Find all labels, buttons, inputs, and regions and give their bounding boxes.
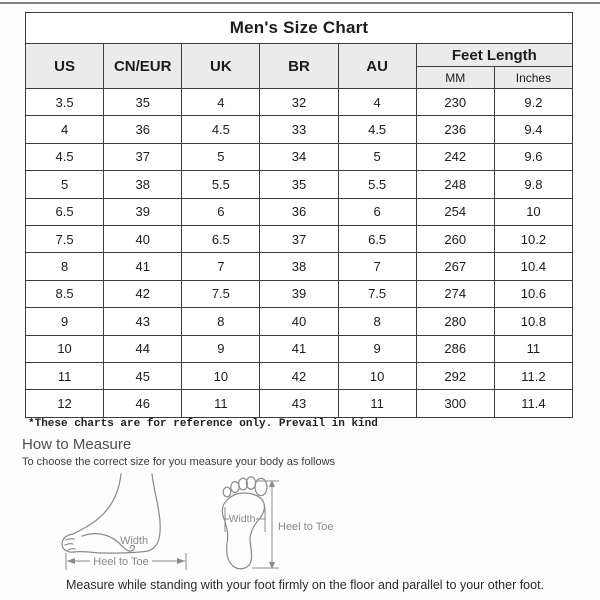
table-cell: 40: [104, 225, 182, 252]
table-cell: 38: [104, 171, 182, 198]
table-cell: 11.2: [494, 362, 572, 389]
table-row: [26, 308, 573, 335]
side-foot-length-label: Heel to Toe: [93, 556, 149, 568]
table-cell: 43: [260, 390, 338, 417]
table-cell: 32: [260, 89, 338, 116]
table-row: [26, 171, 573, 198]
table-cell: 4: [26, 116, 104, 143]
table-title: Men's Size Chart: [26, 13, 573, 44]
table-cell: 38: [260, 253, 338, 280]
table-cell: 5: [338, 143, 416, 170]
table-cell: 242: [416, 143, 494, 170]
table-cell: 6.5: [182, 225, 260, 252]
column-header-au: AU: [338, 44, 416, 89]
table-cell: 4: [182, 89, 260, 116]
table-cell: 35: [104, 89, 182, 116]
table-cell: 7.5: [338, 280, 416, 307]
table-cell: 34: [260, 143, 338, 170]
table-cell: 42: [260, 362, 338, 389]
top-divider-line: [0, 2, 600, 4]
table-row: [26, 225, 573, 252]
table-cell: 9.2: [494, 89, 572, 116]
footprint-outline: [222, 493, 264, 569]
table-row: [26, 89, 573, 116]
table-cell: 11: [338, 390, 416, 417]
foot-toe-lines: [65, 539, 75, 550]
table-cell: 7.5: [26, 225, 104, 252]
table-cell: 267: [416, 253, 494, 280]
size-table-body: [26, 89, 573, 418]
foot-back-line: [148, 474, 160, 551]
table-cell: 10.6: [494, 280, 572, 307]
table-cell: 46: [104, 390, 182, 417]
table-cell: 5.5: [338, 171, 416, 198]
table-row: [26, 198, 573, 225]
table-cell: 7.5: [182, 280, 260, 307]
measure-instruction: Measure while standing with your foot firmly on the floor and parallel to your other foot.: [66, 578, 545, 592]
table-cell: 292: [416, 362, 494, 389]
column-header-br: BR: [260, 44, 338, 89]
table-cell: 33: [260, 116, 338, 143]
table-cell: 10: [182, 362, 260, 389]
table-cell: 4.5: [338, 116, 416, 143]
table-cell: 41: [104, 253, 182, 280]
how-to-measure-subtitle: To choose the correct size for you measure your body as follows: [22, 456, 336, 468]
table-title-row: [26, 13, 573, 44]
foot-front-line: [73, 474, 121, 534]
table-row: [26, 143, 573, 170]
table-cell: 7: [338, 253, 416, 280]
table-cell: 5: [182, 143, 260, 170]
toe-small: [223, 487, 231, 497]
table-cell: 9.4: [494, 116, 572, 143]
column-header-uk: UK: [182, 44, 260, 89]
column-header-inches: Inches: [494, 67, 572, 89]
table-cell: 11: [494, 335, 572, 362]
table-row: [26, 335, 573, 362]
table-cell: 36: [104, 116, 182, 143]
table-row: [26, 280, 573, 307]
table-cell: 280: [416, 308, 494, 335]
table-row: [26, 253, 573, 280]
table-cell: 4.5: [182, 116, 260, 143]
table-cell: 44: [104, 335, 182, 362]
table-cell: 9: [338, 335, 416, 362]
disclaimer-note: *These charts are for reference only. Prevail in kind: [28, 418, 378, 430]
table-cell: 254: [416, 198, 494, 225]
table-cell: 45: [104, 362, 182, 389]
table-cell: 43: [104, 308, 182, 335]
table-cell: 260: [416, 225, 494, 252]
table-cell: 10: [494, 198, 572, 225]
table-cell: 8: [26, 253, 104, 280]
table-cell: 10: [338, 362, 416, 389]
table-cell: 7: [182, 253, 260, 280]
dimension-arrow-right: [177, 558, 185, 564]
table-cell: 4: [338, 89, 416, 116]
side-foot-width-label: Width: [119, 535, 149, 547]
table-cell: 9: [26, 308, 104, 335]
table-cell: 5.5: [182, 171, 260, 198]
table-cell: 11: [26, 362, 104, 389]
table-cell: 10.4: [494, 253, 572, 280]
table-cell: 10.2: [494, 225, 572, 252]
table-cell: 37: [104, 143, 182, 170]
table-cell: 35: [260, 171, 338, 198]
footprint-illustration: [222, 477, 333, 569]
table-cell: 6.5: [338, 225, 416, 252]
table-cell: 10: [26, 335, 104, 362]
column-header-mm: MM: [416, 67, 494, 89]
table-cell: 8.5: [26, 280, 104, 307]
table-cell: 230: [416, 89, 494, 116]
table-cell: 12: [26, 390, 104, 417]
table-cell: 11.4: [494, 390, 572, 417]
table-cell: 274: [416, 280, 494, 307]
foot-sole-line: [89, 551, 148, 553]
column-group-feet-length: Feet Length: [416, 44, 572, 67]
table-cell: 6.5: [26, 198, 104, 225]
table-cell: 300: [416, 390, 494, 417]
table-cell: 39: [260, 280, 338, 307]
table-cell: 9: [182, 335, 260, 362]
table-cell: 4.5: [26, 143, 104, 170]
table-cell: 36: [260, 198, 338, 225]
column-header-us: US: [26, 44, 104, 89]
table-cell: 6: [338, 198, 416, 225]
table-cell: 8: [182, 308, 260, 335]
size-chart-table: [25, 12, 573, 418]
table-cell: 236: [416, 116, 494, 143]
table-cell: 11: [182, 390, 260, 417]
side-foot-illustration: [62, 474, 186, 570]
table-cell: 42: [104, 280, 182, 307]
table-cell: 8: [338, 308, 416, 335]
measure-diagram: [0, 468, 340, 576]
table-cell: 41: [260, 335, 338, 362]
how-to-measure-title: How to Measure: [22, 436, 132, 453]
table-cell: 286: [416, 335, 494, 362]
table-cell: 5: [26, 171, 104, 198]
table-row: [26, 390, 573, 417]
foot-toes-outline: [62, 534, 89, 552]
table-header-row: [26, 44, 573, 67]
table-cell: 40: [260, 308, 338, 335]
table-cell: 37: [260, 225, 338, 252]
sole-length-label: Heel to Toe: [278, 521, 334, 533]
column-header-cneur: CN/EUR: [104, 44, 182, 89]
table-cell: 3.5: [26, 89, 104, 116]
table-cell: 6: [182, 198, 260, 225]
toe-fourth: [231, 482, 239, 493]
table-cell: 9.6: [494, 143, 572, 170]
sole-width-label: Width: [228, 513, 256, 525]
table-cell: 9.8: [494, 171, 572, 198]
dimension-arrow-left: [67, 558, 75, 564]
table-cell: 39: [104, 198, 182, 225]
table-cell: 10.8: [494, 308, 572, 335]
table-cell: 248: [416, 171, 494, 198]
table-row: [26, 116, 573, 143]
table-row: [26, 362, 573, 389]
